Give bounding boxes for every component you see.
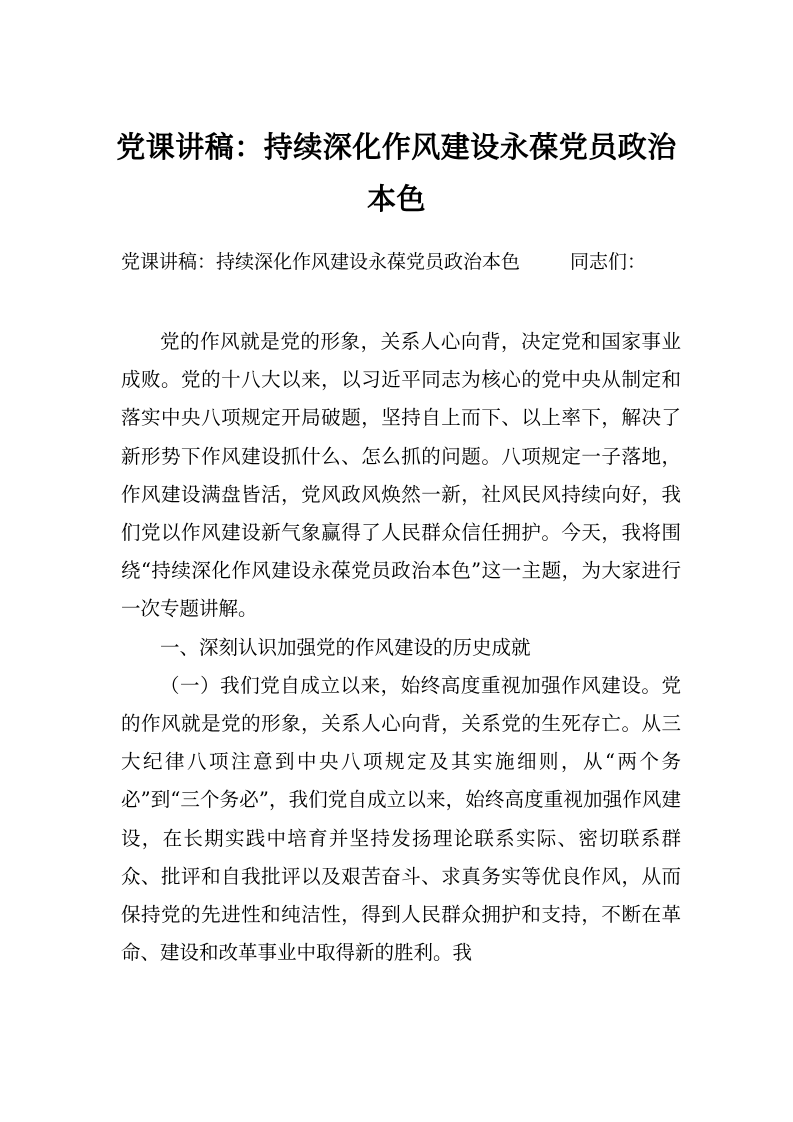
document-body [121, 323, 681, 972]
body-paragraph-1: （一）我们党自成立以来，始终高度重视加强作风建设。党的作风就是党的形象，关系人心向背，关系党的生死存亡。从三大纪律八项注意到中央八项规定及其实施细则，从“两个务必”到“三个务必”，我们党自成立以来，始终高度重视加强作风建设，在长期实践中培育并坚持发扬理论联系实际、密切联系群众、批评和自我批评以及艰苦奋斗、求真务实等优良作风，从而保持党的先进性和纯洁性，得到人民群众拥护和支持，不断在革命、建设和改革事业中取得新的胜利。我 [121, 673, 681, 965]
document-title [110, 121, 683, 225]
subtitle-line [121, 244, 721, 280]
title-line-2: 本色 [366, 182, 426, 216]
body-paragraph-intro: 党的作风就是党的形象，关系人心向背，决定党和国家事业成败。党的十八大以来，以习近平同志为核心的党中央从制定和落实中央八项规定开局破题，坚持自上而下、以上率下，解决了新形势下作风建设抓什么、怎么抓的问题。八项规定一子落地，作风建设满盘皆活，党风政风焕然一新，社风民风持续向好，我们党以作风建设新气象赢得了人民群众信任拥护。今天，我将围绕“持续深化作风建设永葆党员政治本色”这一主题，为大家进行一次专题讲解。 [121, 330, 681, 621]
subtitle: 党课讲稿：持续深化作风建设永葆党员政治本色 [121, 251, 521, 273]
section-heading-1: 一、深刻认识加强党的作风建设的历史成就 [160, 635, 531, 659]
greeting: 同志们： [570, 251, 647, 273]
title-line-1: 党课讲稿：持续深化作风建设永葆党员政治 [116, 130, 677, 164]
